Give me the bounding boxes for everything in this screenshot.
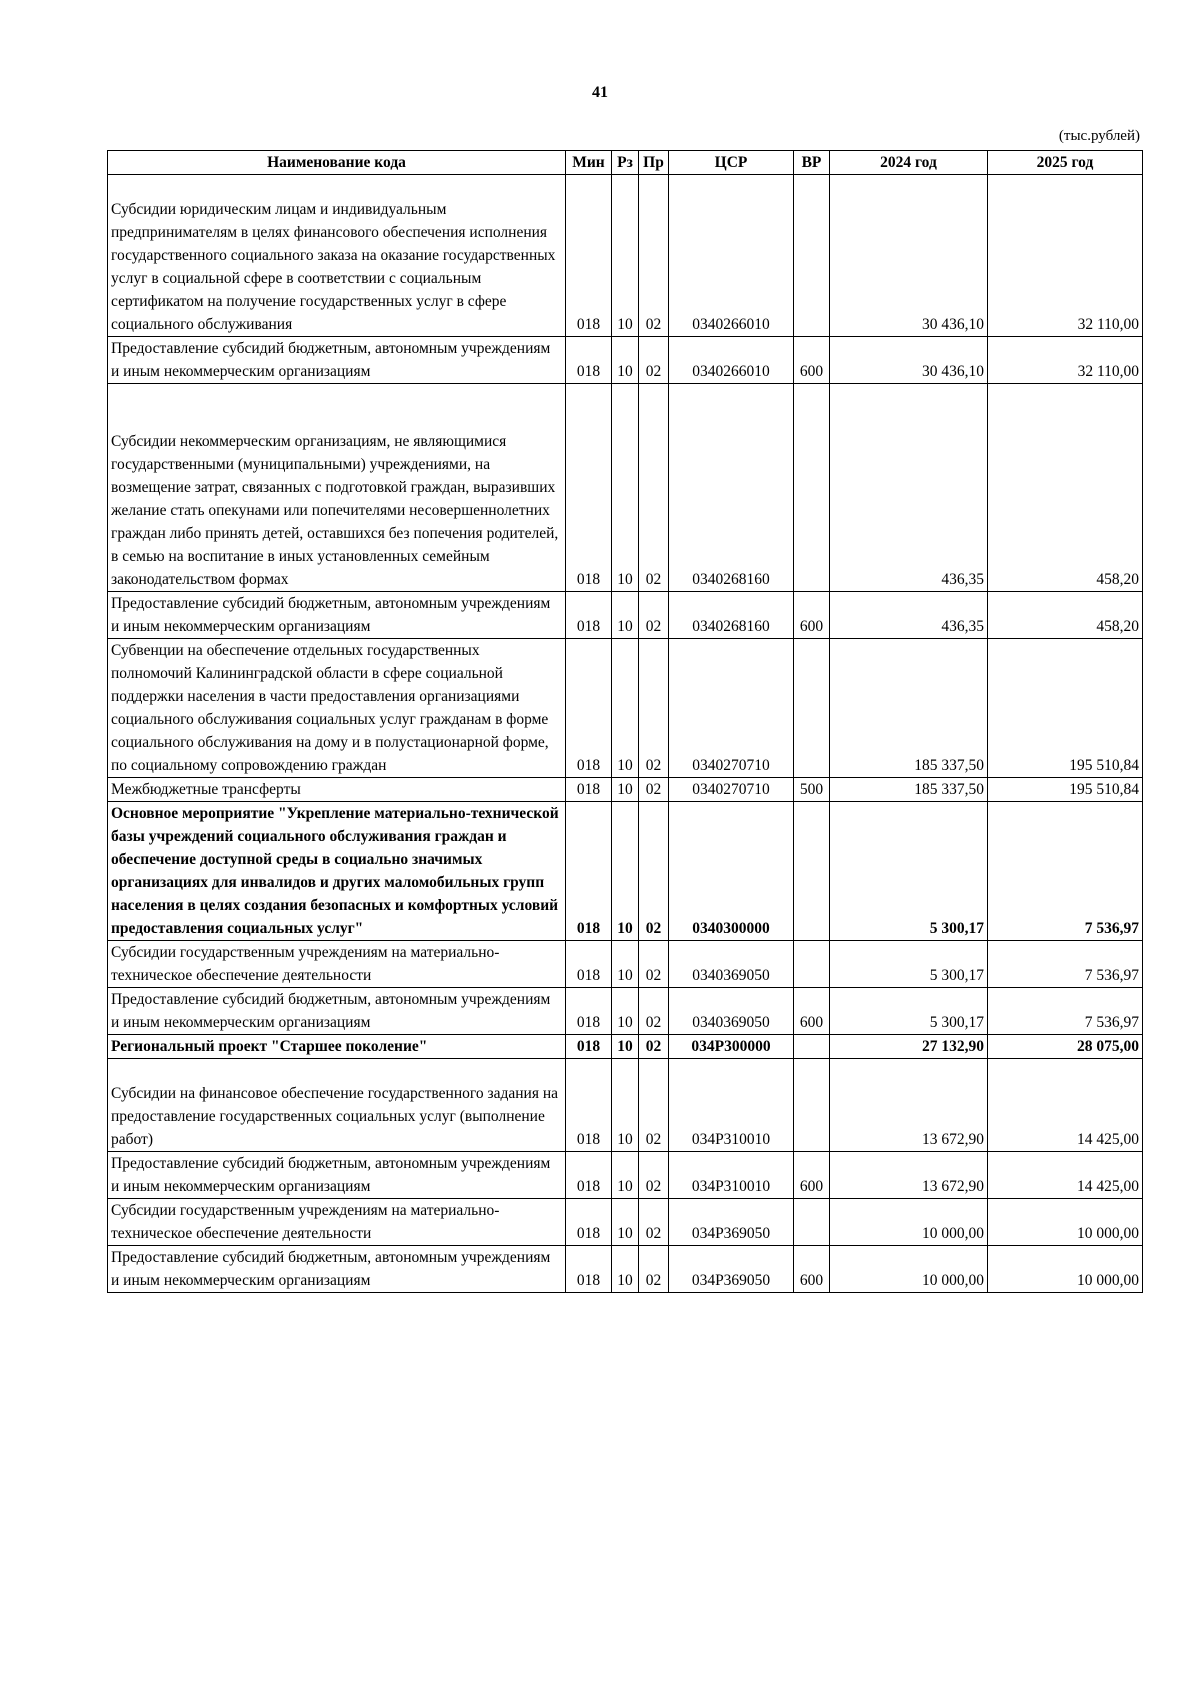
row-pr: 02 [639,1246,669,1293]
row-pr: 02 [639,1152,669,1199]
row-2024: 5 300,17 [830,802,988,941]
row-name: Предоставление субсидий бюджетным, автономным учреждениям и иным некоммерческим организациям [108,988,566,1035]
table-row [108,592,1143,639]
row-vr [794,1035,830,1059]
row-min: 018 [566,1059,612,1152]
row-vr [794,175,830,337]
row-name: Предоставление субсидий бюджетным, автономным учреждениям и иным некоммерческим организациям [108,1246,566,1293]
row-min: 018 [566,175,612,337]
row-rz: 10 [612,1035,639,1059]
row-min: 018 [566,941,612,988]
row-min: 018 [566,1152,612,1199]
row-pr: 02 [639,1199,669,1246]
row-csr: 0340369050 [669,941,794,988]
row-pr: 02 [639,778,669,802]
row-name: Основное мероприятие "Укрепление материально-технической базы учреждений социального обслуживания граждан и обеспечение доступной среды в социально значимых организациях для инвалидов и других маломобильных групп населения в целях создания безопасных и комфортных условий предоставления социальных услуг" [108,802,566,941]
row-pr: 02 [639,592,669,639]
row-2025: 32 110,00 [988,337,1143,384]
row-pr: 02 [639,802,669,941]
row-name: Предоставление субсидий бюджетным, автономным учреждениям и иным некоммерческим организациям [108,592,566,639]
row-vr [794,1059,830,1152]
row-2024: 5 300,17 [830,941,988,988]
row-min: 018 [566,988,612,1035]
row-pr: 02 [639,337,669,384]
table-row [108,988,1143,1035]
row-vr [794,639,830,778]
row-2025: 28 075,00 [988,1035,1143,1059]
row-csr: 0340270710 [669,778,794,802]
row-csr: 0340266010 [669,175,794,337]
row-2024: 10 000,00 [830,1246,988,1293]
header-pr: Пр [639,151,669,175]
row-name: Предоставление субсидий бюджетным, автономным учреждениям и иным некоммерческим организациям [108,337,566,384]
row-rz: 10 [612,175,639,337]
row-vr: 600 [794,592,830,639]
row-2025: 458,20 [988,384,1143,592]
row-pr: 02 [639,175,669,337]
row-2024: 10 000,00 [830,1199,988,1246]
row-vr [794,384,830,592]
row-2024: 13 672,90 [830,1059,988,1152]
row-min: 018 [566,1035,612,1059]
table-row [108,337,1143,384]
table-row [108,1152,1143,1199]
row-name: Межбюджетные трансферты [108,778,566,802]
row-rz: 10 [612,592,639,639]
row-min: 018 [566,1246,612,1293]
row-csr: 0340266010 [669,337,794,384]
row-csr: 0340268160 [669,592,794,639]
row-vr: 600 [794,1246,830,1293]
row-name: Предоставление субсидий бюджетным, автономным учреждениям и иным некоммерческим организациям [108,1152,566,1199]
row-name: Субсидии государственным учреждениям на материально-техническое обеспечение деятельности [108,1199,566,1246]
table-row [108,1059,1143,1152]
row-min: 018 [566,1199,612,1246]
row-min: 018 [566,337,612,384]
table-row [108,384,1143,592]
table-header-row [108,151,1143,175]
row-rz: 10 [612,337,639,384]
header-2024: 2024 год [830,151,988,175]
row-2024: 13 672,90 [830,1152,988,1199]
header-csr: ЦСР [669,151,794,175]
row-2025: 10 000,00 [988,1199,1143,1246]
row-min: 018 [566,639,612,778]
row-pr: 02 [639,1059,669,1152]
table-row [108,802,1143,941]
row-2024: 30 436,10 [830,337,988,384]
units-label: (тыс.рублей) [1058,128,1140,144]
row-csr: 0340270710 [669,639,794,778]
row-rz: 10 [612,778,639,802]
page-number: 41 [592,84,608,101]
row-csr: 034P310010 [669,1059,794,1152]
row-pr: 02 [639,988,669,1035]
row-csr: 034P310010 [669,1152,794,1199]
budget-table [107,150,1143,1293]
row-2025: 7 536,97 [988,988,1143,1035]
row-2025: 14 425,00 [988,1152,1143,1199]
row-2024: 5 300,17 [830,988,988,1035]
row-rz: 10 [612,1199,639,1246]
row-2025: 32 110,00 [988,175,1143,337]
table-row [108,639,1143,778]
row-2025: 7 536,97 [988,802,1143,941]
row-rz: 10 [612,1152,639,1199]
row-name: Региональный проект "Старшее поколение" [108,1035,566,1059]
row-rz: 10 [612,988,639,1035]
row-rz: 10 [612,384,639,592]
header-vr: ВР [794,151,830,175]
row-2024: 436,35 [830,592,988,639]
table-row [108,941,1143,988]
row-name: Субсидии юридическим лицам и индивидуальным предпринимателям в целях финансового обеспечения исполнения государственного социального заказа на оказание государственных услуг в социальной сфере в соответствии с социальным сертификатом на получение государственных услуг в сфере социального обслуживания [108,175,566,337]
row-vr [794,1199,830,1246]
table-row [108,175,1143,337]
row-min: 018 [566,592,612,639]
row-2025: 14 425,00 [988,1059,1143,1152]
row-csr: 034P300000 [669,1035,794,1059]
row-min: 018 [566,778,612,802]
row-pr: 02 [639,384,669,592]
row-csr: 034P369050 [669,1199,794,1246]
row-2025: 10 000,00 [988,1246,1143,1293]
row-vr: 600 [794,337,830,384]
row-rz: 10 [612,1246,639,1293]
table-row [108,1246,1143,1293]
row-2024: 185 337,50 [830,639,988,778]
row-rz: 10 [612,941,639,988]
row-pr: 02 [639,1035,669,1059]
row-2024: 185 337,50 [830,778,988,802]
header-2025: 2025 год [988,151,1143,175]
row-2024: 30 436,10 [830,175,988,337]
row-2024: 436,35 [830,384,988,592]
row-2025: 458,20 [988,592,1143,639]
row-2025: 195 510,84 [988,639,1143,778]
row-vr [794,941,830,988]
row-vr [794,802,830,941]
row-name: Субсидии некоммерческим организациям, не являющимися государственными (муниципальными) учреждениями, на возмещение затрат, связанных с подготовкой граждан, выразивших желание стать опекунами или попечителями несовершеннолетних граждан либо принять детей, оставшихся без попечения родителей, в семью на воспитание в иных установленных семейным законодательством формах [108,384,566,592]
header-name: Наименование кода [108,151,566,175]
header-min: Мин [566,151,612,175]
table-row [108,1035,1143,1059]
row-csr: 0340300000 [669,802,794,941]
row-min: 018 [566,802,612,941]
header-rz: Рз [612,151,639,175]
row-name: Субвенции на обеспечение отдельных государственных полномочий Калининградской области в сфере социальной поддержки населения в части предоставления организациями социального обслуживания социальных услуг гражданам в форме социального обслуживания на дому и в полустационарной форме, по социальному сопровождению граждан [108,639,566,778]
row-csr: 0340268160 [669,384,794,592]
row-name: Субсидии на финансовое обеспечение государственного задания на предоставление государственных социальных услуг (выполнение работ) [108,1059,566,1152]
row-2025: 195 510,84 [988,778,1143,802]
row-pr: 02 [639,639,669,778]
table-row [108,1199,1143,1246]
row-csr: 034P369050 [669,1246,794,1293]
row-rz: 10 [612,802,639,941]
row-min: 018 [566,384,612,592]
row-rz: 10 [612,1059,639,1152]
row-2025: 7 536,97 [988,941,1143,988]
table-row [108,778,1143,802]
row-vr: 600 [794,1152,830,1199]
row-name: Субсидии государственным учреждениям на материально-техническое обеспечение деятельности [108,941,566,988]
row-vr: 500 [794,778,830,802]
row-csr: 0340369050 [669,988,794,1035]
row-rz: 10 [612,639,639,778]
row-pr: 02 [639,941,669,988]
row-2024: 27 132,90 [830,1035,988,1059]
row-vr: 600 [794,988,830,1035]
